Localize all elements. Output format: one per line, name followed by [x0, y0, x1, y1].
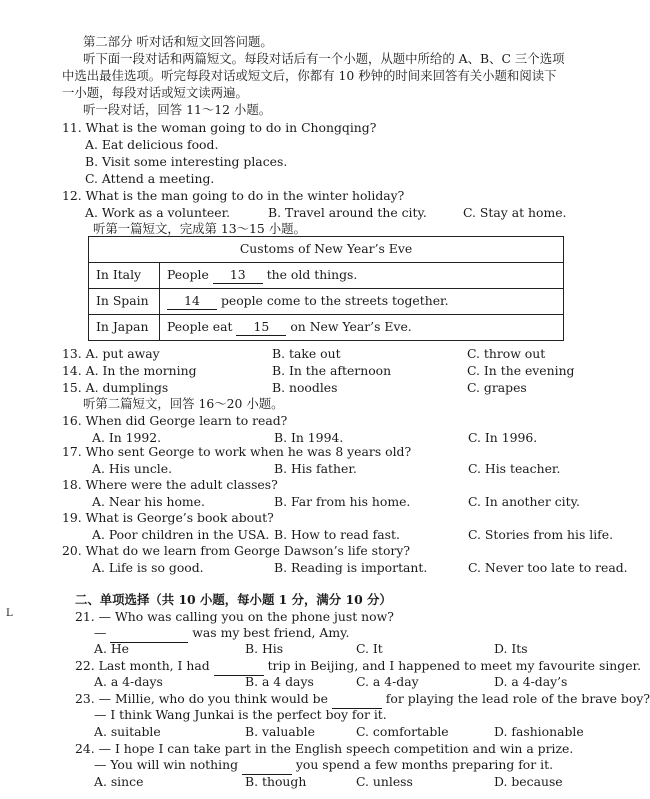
option-12a: A. Work as a volunteer.	[85, 205, 231, 220]
instructions: 听下面一段对话和两篇短文。每段对话后有一个小题，从题中所给的 A、B、C 三个选项	[83, 51, 565, 66]
option-13b: B. take out	[272, 346, 341, 361]
option-15a: 15. A. dumplings	[62, 380, 169, 395]
option-21a: A. He	[94, 641, 129, 656]
option-16b: B. In 1994.	[274, 430, 344, 445]
option-18a: A. Near his home.	[92, 494, 205, 509]
option-20b: B. Reading is important.	[274, 560, 428, 575]
option-24b: B. though	[245, 774, 307, 789]
question-21-reply: — was my best friend, Amy.	[94, 625, 349, 643]
question-21: 21. — Who was calling you on the phone just now?	[75, 609, 394, 624]
table-cell-custom: People eat 15 on New Year’s Eve.	[160, 315, 564, 341]
option-19b: B. How to read fast.	[274, 527, 400, 542]
option-21c: C. It	[356, 641, 383, 656]
answer-blank[interactable]	[214, 658, 264, 676]
answer-blank[interactable]: 15	[236, 319, 286, 337]
option-13c: C. throw out	[467, 346, 546, 361]
dialog-heading: 听一段对话，回答 11～12 小题。	[83, 102, 272, 117]
option-19a: A. Poor children in the USA.	[92, 527, 270, 542]
option-23b: B. valuable	[245, 724, 315, 739]
option-14b: B. In the afternoon	[272, 363, 392, 378]
option-12b: B. Travel around the city.	[268, 205, 427, 220]
answer-blank[interactable]: 13	[213, 267, 263, 285]
table-cell-place: In Japan	[89, 315, 160, 341]
option-14c: C. In the evening	[467, 363, 575, 378]
option-21d: D. Its	[494, 641, 528, 656]
option-23a: A. suitable	[94, 724, 161, 739]
option-17a: A. His uncle.	[92, 461, 173, 476]
question-19: 19. What is George’s book about?	[62, 510, 274, 525]
option-11a: A. Eat delicious food.	[85, 137, 219, 152]
question-24-reply: — You will win nothing you spend a few months preparing for it.	[94, 757, 553, 775]
section-title: 第二部分 听对话和短文回答问题。	[83, 34, 273, 49]
option-15b: B. noodles	[272, 380, 338, 395]
option-20a: A. Life is so good.	[92, 560, 204, 575]
table-cell-custom: People 13 the old things.	[160, 263, 564, 289]
question-23-reply: — I think Wang Junkai is the perfect boy for it.	[94, 707, 387, 722]
option-22c: C. a 4-day	[356, 674, 419, 689]
answer-blank[interactable]	[110, 625, 188, 643]
passage1-heading: 听第一篇短文，完成第 13～15 小题。	[93, 221, 306, 236]
option-12c: C. Stay at home.	[463, 205, 567, 220]
option-23d: D. fashionable	[494, 724, 584, 739]
table-cell-custom: 14 people come to the streets together.	[160, 289, 564, 315]
table-title: Customs of New Year’s Eve	[89, 237, 564, 263]
option-22a: A. a 4-days	[94, 674, 163, 689]
margin-mark: L	[6, 608, 13, 619]
instructions: 中选出最佳选项。听完每段对话或短文后，你都有 10 秒钟的时间来回答有关小题和阅读下	[62, 68, 557, 83]
table-row	[89, 315, 564, 341]
option-22d: D. a 4-day’s	[494, 674, 568, 689]
answer-blank[interactable]: 14	[167, 293, 217, 311]
instructions: 一小题，每段对话或短文读两遍。	[62, 85, 248, 100]
option-17c: C. His teacher.	[468, 461, 561, 476]
passage2-heading: 听第二篇短文，回答 16～20 小题。	[83, 396, 284, 411]
table-row	[89, 289, 564, 315]
question-12: 12. What is the man going to do in the winter holiday?	[62, 188, 405, 203]
option-16c: C. In 1996.	[468, 430, 538, 445]
question-23: 23. — Millie, who do you think would be for playing the lead role of the brave boy?	[75, 691, 650, 709]
option-19c: C. Stories from his life.	[468, 527, 614, 542]
table-cell-place: In Spain	[89, 289, 160, 315]
table-cell-place: In Italy	[89, 263, 160, 289]
option-17b: B. His father.	[274, 461, 357, 476]
option-11c: C. Attend a meeting.	[85, 171, 215, 186]
question-18: 18. Where were the adult classes?	[62, 477, 278, 492]
option-11b: B. Visit some interesting places.	[85, 154, 288, 169]
option-24c: C. unless	[356, 774, 413, 789]
question-17: 17. Who sent George to work when he was 8 years old?	[62, 444, 412, 459]
option-23c: C. comfortable	[356, 724, 449, 739]
answer-blank[interactable]	[242, 757, 292, 775]
section-title: 二、单项选择（共 10 小题，每小题 1 分，满分 10 分）	[75, 592, 392, 607]
customs-table	[88, 236, 564, 341]
option-22b: B. a 4 days	[245, 674, 314, 689]
option-24d: D. because	[494, 774, 563, 789]
answer-blank[interactable]	[332, 691, 382, 709]
table-row	[89, 263, 564, 289]
question-24: 24. — I hope I can take part in the English speech competition and win a prize.	[75, 741, 574, 756]
option-18c: C. In another city.	[468, 494, 580, 509]
question-22: 22. Last month, I had trip in Beijing, and I happened to meet my favourite singer.	[75, 658, 641, 676]
option-16a: A. In 1992.	[92, 430, 162, 445]
question-16: 16. When did George learn to read?	[62, 413, 288, 428]
option-20c: C. Never too late to read.	[468, 560, 628, 575]
option-18b: B. Far from his home.	[274, 494, 411, 509]
option-21b: B. His	[245, 641, 284, 656]
option-24a: A. since	[94, 774, 144, 789]
question-11: 11. What is the woman going to do in Chongqing?	[62, 120, 377, 135]
option-15c: C. grapes	[467, 380, 527, 395]
question-20: 20. What do we learn from George Dawson’s life story?	[62, 543, 410, 558]
option-13a: 13. A. put away	[62, 346, 160, 361]
option-14a: 14. A. In the morning	[62, 363, 197, 378]
